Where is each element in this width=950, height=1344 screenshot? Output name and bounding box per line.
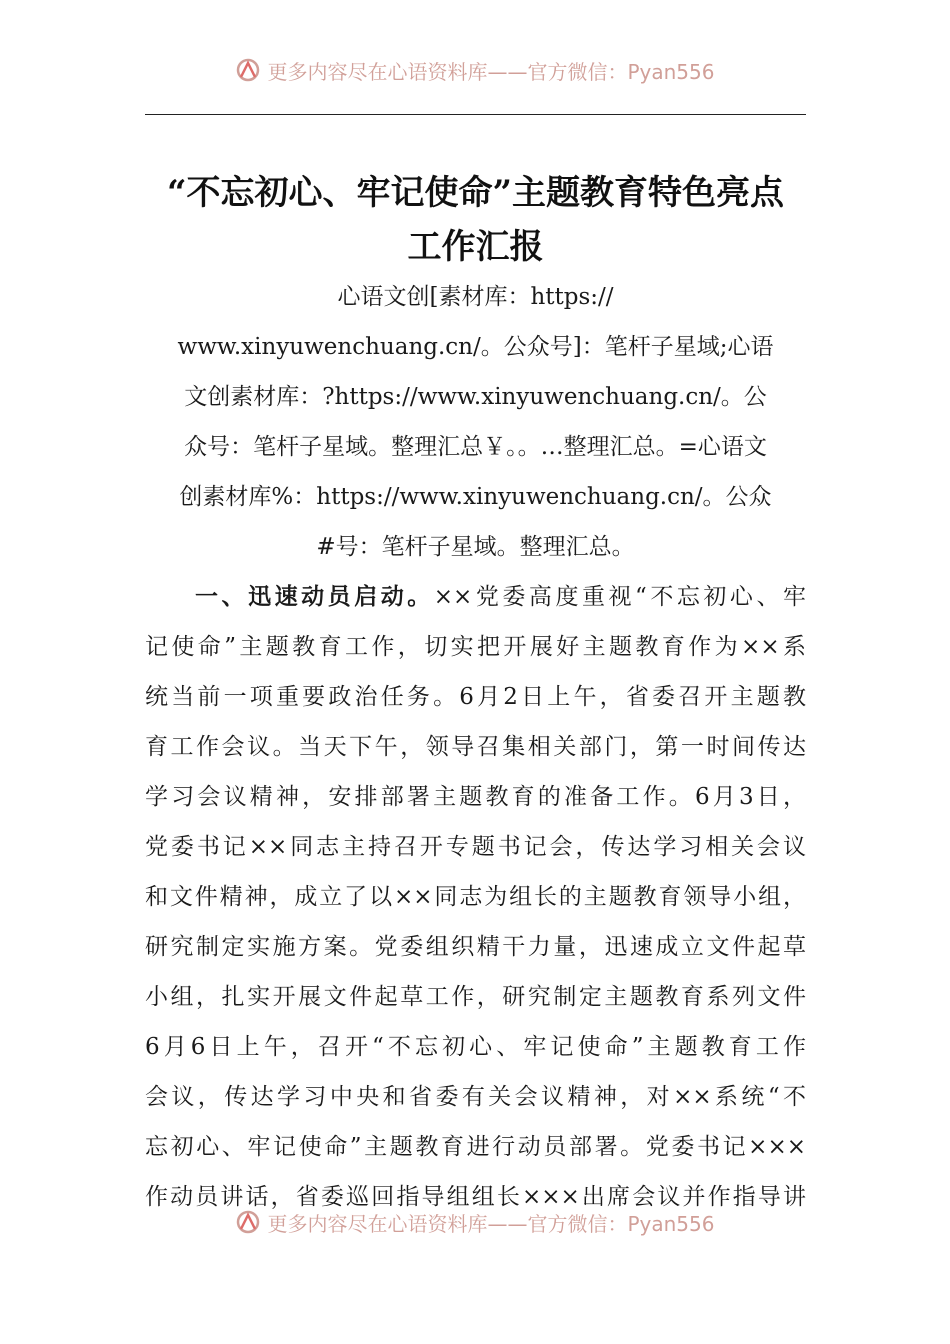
paragraph-text: ××党委高度重视“不忘初心、牢 [433,584,806,610]
source-line: www.xinyuwenchuang.cn/。公众号]：笔杆子星域;心语 [177,334,774,360]
header-watermark [0,50,950,90]
source-line: 创素材库%：https://www.xinyuwenchuang.cn/。公众 [179,484,772,510]
document-title [145,166,806,274]
section-heading: 一、迅速动员启动。 [195,584,434,610]
paragraph-line: 研究制定实施方案。党委组织精干力量，迅速成立文件起草 [145,934,806,960]
source-line: 心语文创[素材库：https:// [337,284,614,310]
brand-logo-icon [235,1209,261,1235]
paragraph-line: 会议，传达学习中央和省委有关会议精神，对××系统“不 [145,1084,806,1110]
title-line: 工作汇报 [407,227,544,267]
paragraph-line: 和文件精神，成立了以××同志为组长的主题教育领导小组， [145,884,806,910]
paragraph-first-line [145,572,806,622]
paragraph-line: 统当前一项重要政治任务。6月2日上午，省委召开主题教 [145,684,806,710]
paragraph-line: 作动员讲话，省委巡回指导组组长×××出席会议并作指导讲 [145,1184,806,1210]
footer-watermark [0,1202,950,1242]
header-divider [145,114,806,115]
title-line: “不忘初心、牢记使命”主题教育特色亮点 [166,173,785,213]
brand-logo-icon [235,57,261,83]
source-line: 文创素材库：?https://www.xinyuwenchuang.cn/。公 [184,384,767,410]
body-paragraph [145,572,806,1222]
watermark-text: 更多内容尽在心语资料库——官方微信：Pyan556 [267,59,715,84]
source-note [145,272,806,572]
paragraph-line: 小组，扎实开展文件起草工作，研究制定主题教育系列文件 [145,984,806,1010]
paragraph-line: 学习会议精神，安排部署主题教育的准备工作。6月3日， [145,784,806,810]
paragraph-line: 忘初心、牢记使命”主题教育进行动员部署。党委书记××× [145,1134,806,1160]
source-line: #号：笔杆子星域。整理汇总。 [316,534,635,560]
paragraph-line: 党委书记××同志主持召开专题书记会，传达学习相关会议 [145,834,806,860]
watermark-text: 更多内容尽在心语资料库——官方微信：Pyan556 [267,1211,715,1236]
source-line: 众号：笔杆子星域。整理汇总￥。。…整理汇总。=心语文 [184,434,767,460]
paragraph-line: 记使命”主题教育工作，切实把开展好主题教育作为××系 [145,634,806,660]
paragraph-line: 6月6日上午，召开“不忘初心、牢记使命”主题教育工作 [145,1034,806,1060]
paragraph-line: 育工作会议。当天下午，领导召集相关部门，第一时间传达 [145,734,806,760]
